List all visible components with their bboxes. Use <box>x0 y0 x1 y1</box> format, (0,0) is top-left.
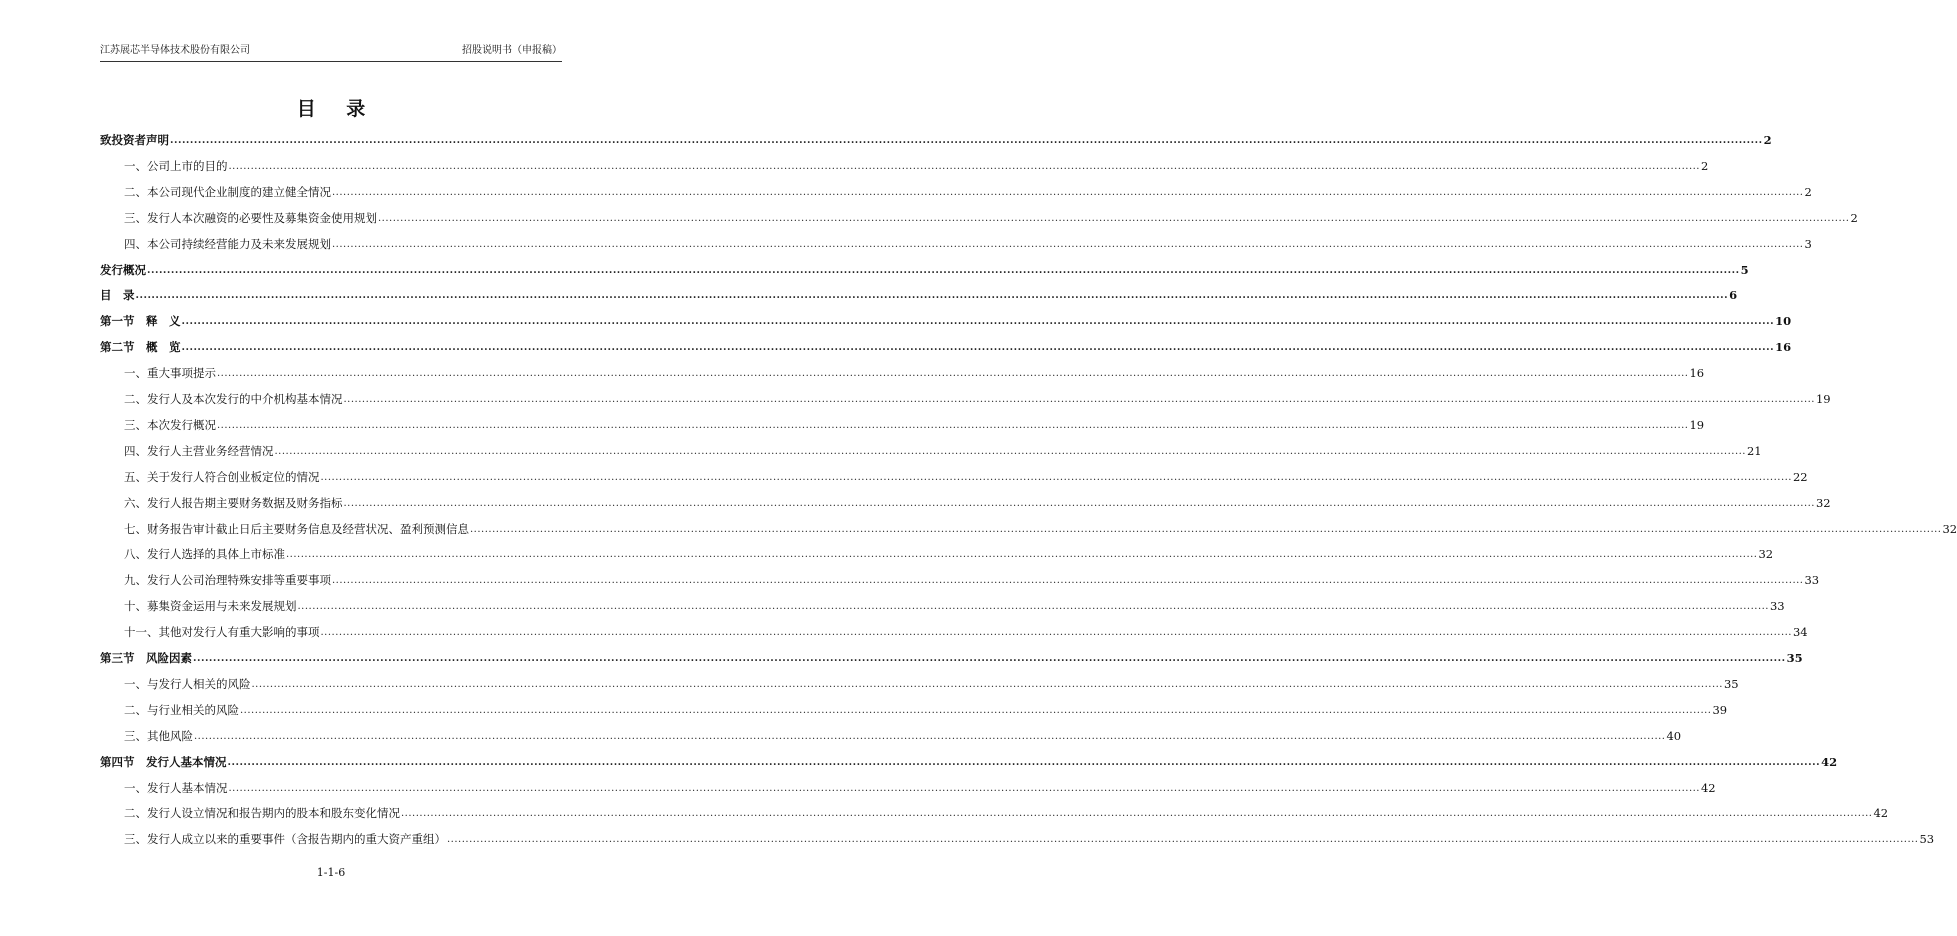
toc-dot-leader: ................................................................................................................................................................................................................................................................................................................................................................................................................ <box>193 653 1786 664</box>
toc-entry[interactable] <box>100 491 1831 511</box>
page-title: 目 录 <box>296 98 378 120</box>
toc-entry-label: 第二节 概 览 <box>100 340 181 355</box>
toc-dot-leader: ................................................................................................................................................................................................................................................................................................................................................................................................................ <box>470 523 1942 535</box>
header-company: 江苏展芯半导体技术股份有限公司 <box>100 45 250 56</box>
header-doc-type: 招股说明书（申报稿） <box>462 45 562 56</box>
toc-entry[interactable] <box>100 258 1749 278</box>
toc-dot-leader: ................................................................................................................................................................................................................................................................................................................................................................................................................ <box>227 756 1821 768</box>
toc-entry-label: 第一节 释 义 <box>100 314 181 329</box>
toc-entry[interactable] <box>100 465 1808 485</box>
toc-entry-label: 一、重大事项提示 <box>124 366 216 381</box>
toc-entry[interactable] <box>100 827 1935 847</box>
page-number: 1-1-6 <box>316 866 346 879</box>
toc-dot-leader: ................................................................................................................................................................................................................................................................................................................................................................................................................ <box>332 186 1804 198</box>
toc-entry-page: 10 <box>1775 314 1792 329</box>
toc-entry-page: 32 <box>1758 547 1774 562</box>
toc-entry-page: 42 <box>1700 780 1716 795</box>
toc-entry-page: 35 <box>1786 651 1803 665</box>
toc-entry[interactable] <box>100 620 1808 640</box>
toc-dot-leader: ................................................................................................................................................................................................................................................................................................................................................................................................................ <box>343 497 1815 509</box>
toc-entry-label: 三、发行人成立以来的重要事件（含报告期内的重大资产重组） <box>124 832 446 847</box>
toc-entry[interactable] <box>100 542 1774 562</box>
toc-entry[interactable] <box>100 309 1792 329</box>
toc-entry-page: 40 <box>1666 728 1682 743</box>
toc-entry[interactable] <box>100 206 1858 226</box>
page-header <box>100 44 562 62</box>
toc-entry-label: 致投资者声明 <box>100 133 169 147</box>
toc-dot-leader: ................................................................................................................................................................................................................................................................................................................................................................................................................ <box>332 238 1804 250</box>
toc-entry-page: 32 <box>1942 521 1957 536</box>
toc-entry-label: 三、发行人本次融资的必要性及募集资金使用规划 <box>124 210 377 225</box>
toc-entry-label: 四、本公司持续经营能力及未来发展规划 <box>124 236 331 251</box>
toc-entry[interactable] <box>100 776 1716 796</box>
toc-dot-leader: ................................................................................................................................................................................................................................................................................................................................................................................................................ <box>274 445 1746 457</box>
toc-dot-leader: ................................................................................................................................................................................................................................................................................................................................................................................................................ <box>297 601 1769 613</box>
toc-entry-label: 二、发行人及本次发行的中介机构基本情况 <box>124 392 343 406</box>
toc-entry[interactable] <box>100 801 1889 821</box>
toc-entry[interactable] <box>100 517 1957 537</box>
toc-entry-page: 2 <box>1804 184 1812 199</box>
toc-dot-leader: ................................................................................................................................................................................................................................................................................................................................................................................................................ <box>181 342 1775 354</box>
toc-entry-page: 33 <box>1804 573 1820 588</box>
toc-dot-leader: ................................................................................................................................................................................................................................................................................................................................................................................................................ <box>332 575 1804 587</box>
toc-dot-leader: ................................................................................................................................................................................................................................................................................................................................................................................................................ <box>401 808 1873 820</box>
toc-dot-leader: ................................................................................................................................................................................................................................................................................................................................................................................................................ <box>286 549 1758 561</box>
toc-entry[interactable] <box>100 154 1709 174</box>
toc-entry[interactable] <box>100 439 1762 459</box>
toc-entry-label: 发行概况 <box>100 262 146 277</box>
toc-dot-leader: ................................................................................................................................................................................................................................................................................................................................................................................................................ <box>147 264 1740 276</box>
toc-entry-page: 32 <box>1815 495 1831 510</box>
toc-entry-page: 16 <box>1775 340 1792 355</box>
toc-dot-leader: ................................................................................................................................................................................................................................................................................................................................................................................................................ <box>320 627 1792 639</box>
toc-dot-leader: ................................................................................................................................................................................................................................................................................................................................................................................................................ <box>343 394 1815 405</box>
toc-entry[interactable] <box>100 568 1820 588</box>
toc-entry-page: 35 <box>1723 676 1739 691</box>
toc-entry-label: 二、发行人设立情况和报告期内的股本和股东变化情况 <box>124 806 400 821</box>
toc-entry[interactable] <box>100 646 1803 666</box>
toc-dot-leader: ................................................................................................................................................................................................................................................................................................................................................................................................................ <box>181 316 1775 328</box>
toc-entry-page: 3 <box>1804 236 1812 251</box>
toc-entry-page: 42 <box>1873 806 1889 821</box>
toc-entry-page: 34 <box>1792 625 1808 640</box>
toc-entry-page: 39 <box>1712 702 1728 717</box>
toc-entry[interactable] <box>100 594 1785 614</box>
toc-entry-label: 第三节 风险因素 <box>100 651 192 665</box>
toc-dot-leader: ................................................................................................................................................................................................................................................................................................................................................................................................................ <box>447 834 1919 846</box>
toc-entry[interactable] <box>100 180 1812 200</box>
toc-dot-leader: ................................................................................................................................................................................................................................................................................................................................................................................................................ <box>217 368 1689 380</box>
toc-entry[interactable] <box>100 361 1705 381</box>
toc-entry-page: 42 <box>1821 754 1838 769</box>
toc-dot-leader: ................................................................................................................................................................................................................................................................................................................................................................................................................ <box>228 160 1700 172</box>
toc-dot-leader: ................................................................................................................................................................................................................................................................................................................................................................................................................ <box>170 135 1763 146</box>
toc-entry[interactable] <box>100 724 1682 744</box>
toc-entry-label: 三、本次发行概况 <box>124 417 216 432</box>
toc-dot-leader: ................................................................................................................................................................................................................................................................................................................................................................................................................ <box>217 419 1689 431</box>
toc-dot-leader: ................................................................................................................................................................................................................................................................................................................................................................................................................ <box>378 212 1850 224</box>
toc-entry-label: 二、本公司现代企业制度的建立健全情况 <box>124 184 331 199</box>
toc-entry-page: 6 <box>1729 288 1738 303</box>
toc-entry-label: 四、发行人主营业务经营情况 <box>124 443 274 458</box>
toc-entry[interactable] <box>100 698 1728 718</box>
toc-dot-leader: ................................................................................................................................................................................................................................................................................................................................................................................................................ <box>135 290 1729 302</box>
toc-entry-page: 21 <box>1746 443 1762 458</box>
toc-entry-page: 2 <box>1850 210 1858 225</box>
toc-entry-page: 2 <box>1763 133 1772 147</box>
toc-entry-label: 十一、其他对发行人有重大影响的事项 <box>124 625 320 640</box>
toc-entry-label: 目 录 <box>100 288 135 303</box>
toc-entry-label: 第四节 发行人基本情况 <box>100 754 227 769</box>
toc-entry-label: 一、发行人基本情况 <box>124 780 228 795</box>
toc-entry-page: 16 <box>1689 366 1705 381</box>
toc-entry-page: 53 <box>1919 832 1935 847</box>
toc-entry-page: 22 <box>1792 469 1808 484</box>
toc-dot-leader: ................................................................................................................................................................................................................................................................................................................................................................................................................ <box>194 730 1666 742</box>
toc-entry-label: 五、关于发行人符合创业板定位的情况 <box>124 469 320 484</box>
toc-entry-label: 一、公司上市的目的 <box>124 158 228 173</box>
toc-entry[interactable] <box>100 413 1705 433</box>
toc-entry-label: 八、发行人选择的具体上市标准 <box>124 547 285 562</box>
toc-entry-page: 19 <box>1689 417 1705 432</box>
toc-entry[interactable] <box>100 672 1739 692</box>
toc-entry-label: 九、发行人公司治理特殊安排等重要事项 <box>124 573 331 588</box>
toc-entry-page: 5 <box>1740 262 1749 277</box>
toc-entry[interactable] <box>100 335 1792 355</box>
toc-entry-page: 33 <box>1769 599 1785 614</box>
toc-dot-leader: ................................................................................................................................................................................................................................................................................................................................................................................................................ <box>320 471 1792 483</box>
toc-entry[interactable] <box>100 232 1812 252</box>
toc-entry-page: 19 <box>1815 392 1831 406</box>
toc-entry-label: 七、财务报告审计截止日后主要财务信息及经营状况、盈利预测信息 <box>124 521 469 536</box>
toc-dot-leader: ................................................................................................................................................................................................................................................................................................................................................................................................................ <box>251 678 1723 690</box>
toc-dot-leader: ................................................................................................................................................................................................................................................................................................................................................................................................................ <box>228 782 1700 794</box>
toc-entry[interactable] <box>100 283 1738 303</box>
toc-entry-label: 十、募集资金运用与未来发展规划 <box>124 599 297 614</box>
toc-entry[interactable] <box>100 750 1838 770</box>
toc-entry-label: 六、发行人报告期主要财务数据及财务指标 <box>124 495 343 510</box>
toc-entry[interactable] <box>100 128 1772 148</box>
toc-entry[interactable] <box>100 387 1831 407</box>
toc-entry-label: 一、与发行人相关的风险 <box>124 676 251 691</box>
toc-entry-page: 2 <box>1700 158 1709 173</box>
toc-dot-leader: ................................................................................................................................................................................................................................................................................................................................................................................................................ <box>240 704 1712 716</box>
toc-entry-label: 二、与行业相关的风险 <box>124 702 239 717</box>
toc-entry-label: 三、其他风险 <box>124 728 193 743</box>
